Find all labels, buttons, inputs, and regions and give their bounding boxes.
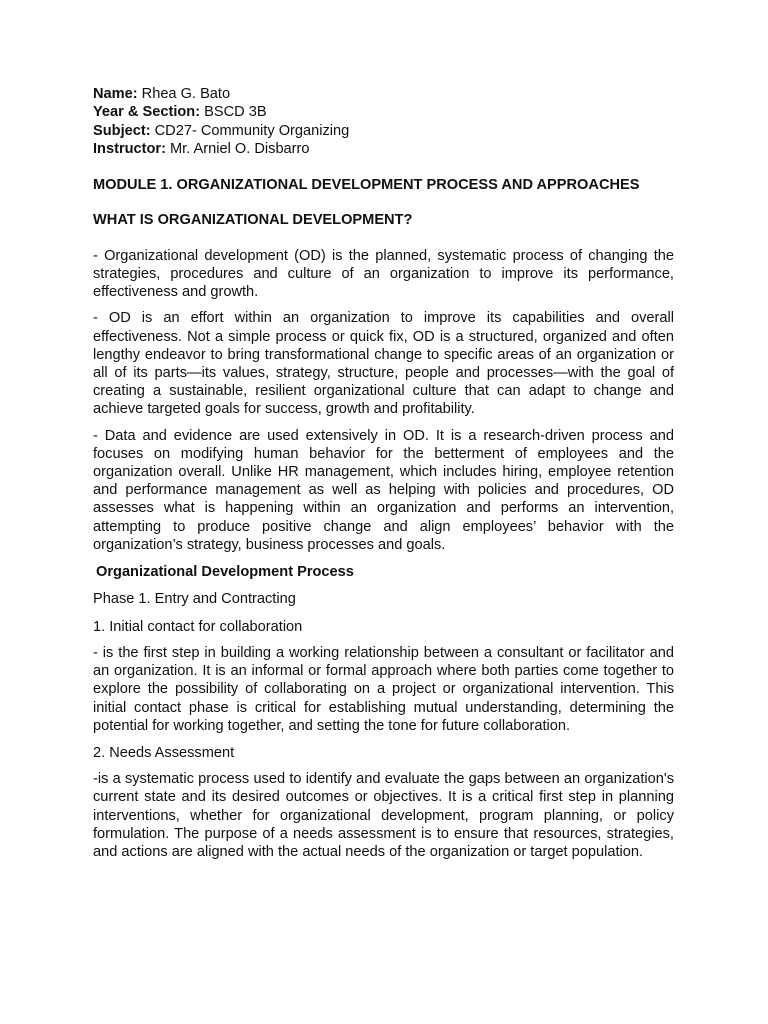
step-paragraph: -is a systematic process used to identify and evaluate the gaps between an organization's current state and its desired outcomes or objectives. It is a critical first step in planning interventions, whether for organizational development, program planning, or policy formulation. The purpose of a needs assessment is to ensure that resources, strategies, and actions are aligned with the actual needs of the organization or target population. bbox=[93, 771, 674, 861]
paragraph: - Organizational development (OD) is the planned, systematic process of changing the strategies, procedures and culture of an organization to improve its performance, effectiveness and growth. bbox=[93, 247, 674, 301]
process-title: Organizational Development Process bbox=[96, 564, 354, 581]
instructor-label: Instructor: bbox=[93, 140, 166, 157]
instructor-line bbox=[93, 140, 674, 158]
subject-label: Subject: bbox=[93, 122, 151, 139]
subject-value: CD27- Community Organizing bbox=[150, 122, 350, 139]
phase-title: Phase 1. Entry and Contracting bbox=[93, 591, 296, 608]
step-paragraph: - is the first step in building a working relationship between a consultant or facilitator and an organization. It is an informal or formal approach where both parties come together to explore the possibility of collaborating on a project or organizational intervention. This initial contact phase is critical for establishing mutual understanding, determining the potential for working together, and setting the tone for future collaboration. bbox=[93, 644, 674, 734]
year-section-label: Year & Section: bbox=[93, 104, 201, 121]
step-title: 2. Needs Assessment bbox=[93, 744, 235, 761]
module-title: MODULE 1. ORGANIZATIONAL DEVELOPMENT PROCESS AND APPROACHES bbox=[93, 177, 640, 194]
section-title: WHAT IS ORGANIZATIONAL DEVELOPMENT? bbox=[93, 212, 413, 229]
name-label: Name: bbox=[93, 86, 138, 102]
paragraph: - OD is an effort within an organization to improve its capabilities and overall effectiveness. Not a simple process or quick fix, OD is a structured, organized and often lengthy endeavor to bring transformational change to specific areas of an organization or all of its parts—its values, strategy, structure, people and processes—with the goal of creating a sustainable, resilient organizational culture that can adapt to change and achieve targeted goals for success, growth and profitability. bbox=[93, 310, 674, 418]
paragraph: - Data and evidence are used extensively in OD. It is a research-driven process and focuses on modifying human behavior for the betterment of employees and the organization overall. Unlike HR management, which includes hiring, employee retention and performance management as well as helping with policies and procedures, OD assesses what is happening within an organization and performs an intervention, attempting to produce positive change and align employees’ behavior with the organization’s strategy, business processes and goals. bbox=[93, 427, 674, 553]
year-section-line bbox=[93, 103, 674, 121]
name-line bbox=[93, 85, 674, 103]
name-value: Rhea G. Bato bbox=[137, 86, 231, 102]
year-section-value: BSCD 3B bbox=[200, 104, 267, 121]
instructor-value: Mr. Arniel O. Disbarro bbox=[165, 140, 310, 157]
step-title: 1. Initial contact for collaboration bbox=[93, 618, 303, 635]
header-block bbox=[93, 85, 674, 158]
subject-line bbox=[93, 122, 674, 140]
